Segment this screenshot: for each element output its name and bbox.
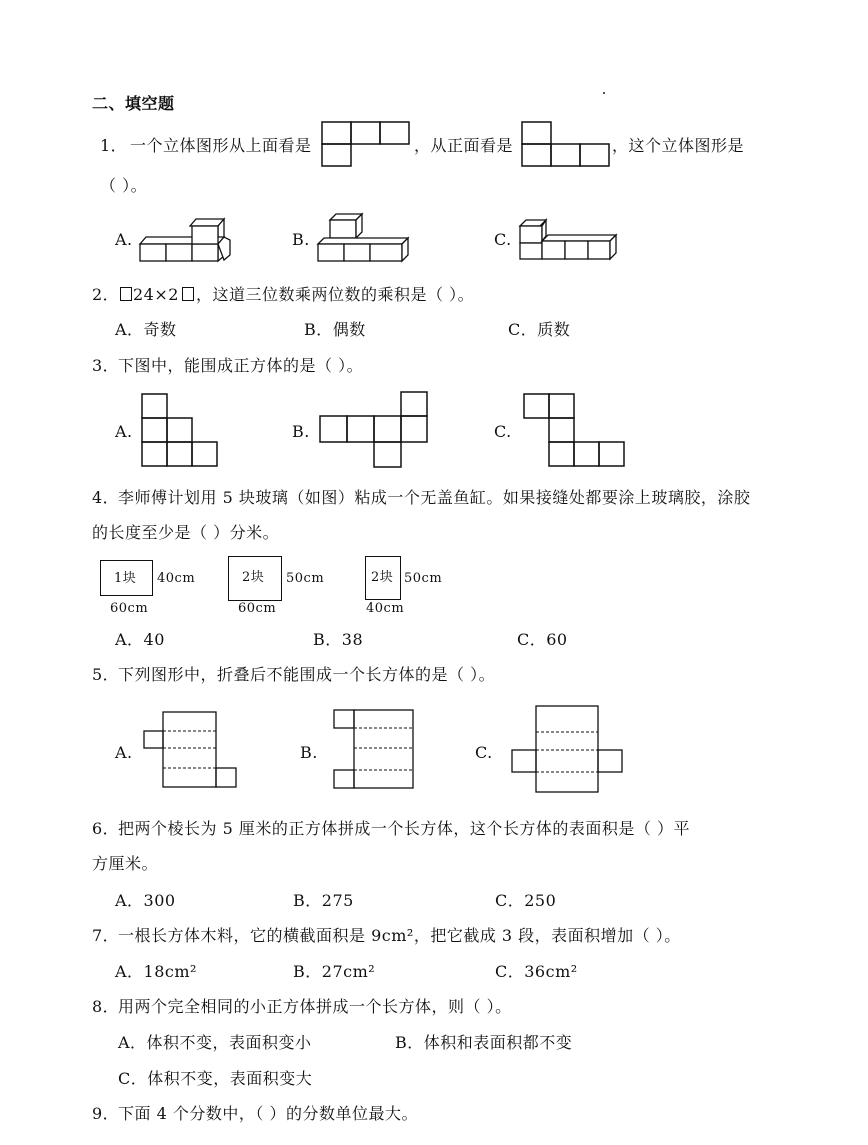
q1-option-a-label: A. bbox=[115, 230, 133, 249]
q6-stem-line1: 把两个棱长为 5 厘米的正方体拼成一个长方体，这个长方体的表面积是（ ）平 bbox=[118, 819, 690, 838]
q6-number: 6． bbox=[92, 819, 120, 838]
q3-option-b-net bbox=[318, 390, 430, 470]
q1-top-view-figure bbox=[320, 120, 412, 168]
speck-dot bbox=[603, 92, 605, 94]
q6-option-c: C．250 bbox=[495, 891, 557, 910]
q1-stem-part3: ，这个立体图形是 bbox=[612, 136, 745, 155]
q1-number: 1． bbox=[100, 136, 128, 155]
q4-panel-2 bbox=[228, 556, 282, 601]
q6-option-a: A．300 bbox=[115, 891, 176, 910]
q3-option-c-label: C. bbox=[494, 422, 512, 441]
q1-option-c-label: C. bbox=[494, 230, 512, 249]
q2-number: 2． bbox=[92, 285, 120, 304]
q1-answer-blank: （ ）。 bbox=[100, 176, 148, 195]
q6-stem-line2: 方厘米。 bbox=[92, 854, 159, 873]
q5-option-c-label: C. bbox=[475, 743, 493, 762]
section-title: 二、填空题 bbox=[92, 94, 175, 113]
q5-option-c-net bbox=[510, 704, 626, 796]
q8-stem: 用两个完全相同的小正方体拼成一个长方体，则（ ）。 bbox=[118, 997, 512, 1016]
q7-option-b: B．27cm² bbox=[293, 962, 376, 981]
q3-option-a-label: A. bbox=[115, 422, 133, 441]
q1-option-a-cubes bbox=[138, 214, 234, 264]
q4-number: 4． bbox=[92, 488, 120, 507]
q4-panel-3-side: 50cm bbox=[404, 571, 443, 586]
q1-option-b-label: B. bbox=[292, 230, 310, 249]
q4-option-c: C．60 bbox=[517, 630, 568, 649]
q7-option-a: A．18cm² bbox=[115, 962, 197, 981]
q4-panel-1 bbox=[100, 560, 153, 596]
q4-panel-1-side: 40cm bbox=[157, 571, 196, 586]
q3-number: 3． bbox=[92, 356, 120, 375]
q4-panel-3-label: 2块 bbox=[371, 570, 394, 585]
q5-option-a-label: A. bbox=[115, 743, 133, 762]
q3-option-a-net bbox=[140, 392, 220, 470]
q9-stem: 下面 4 个分数中，（ ）的分数单位最大。 bbox=[118, 1104, 418, 1123]
q4-panel-3-bottom: 40cm bbox=[366, 601, 405, 616]
q1-stem-part1: 一个立体图形从上面看是 bbox=[130, 136, 312, 155]
q8-number: 8． bbox=[92, 997, 120, 1016]
q1-stem-part2: ，从正面看是 bbox=[414, 136, 514, 155]
q5-option-b-net bbox=[332, 708, 418, 792]
q4-panel-1-bottom: 60cm bbox=[110, 601, 149, 616]
q5-number: 5． bbox=[92, 665, 120, 684]
q1-option-b-cubes bbox=[316, 212, 412, 264]
q5-stem: 下列图形中，折叠后不能围成一个长方体的是（ ）。 bbox=[118, 665, 496, 684]
q4-option-b: B．38 bbox=[313, 630, 364, 649]
q3-option-b-label: B. bbox=[292, 422, 310, 441]
q2-stem-b: ，这道三位数乘两位数的乘积是（ ）。 bbox=[196, 285, 475, 304]
q4-stem-line1: 李师傅计划用 5 块玻璃（如图）粘成一个无盖鱼缸。如果接缝处都要涂上玻璃胶，涂胶 bbox=[118, 488, 751, 507]
q1-front-view-figure bbox=[520, 120, 612, 168]
q1-option-c-cubes bbox=[518, 218, 620, 264]
q2-blank-square-1 bbox=[120, 287, 132, 301]
q2-option-b: B．偶数 bbox=[304, 320, 366, 339]
q7-number: 7． bbox=[92, 926, 120, 945]
q2-option-a: A．奇数 bbox=[115, 320, 177, 339]
q8-option-a: A．体积不变，表面积变小 bbox=[118, 1033, 312, 1052]
q4-panel-2-side: 50cm bbox=[286, 571, 325, 586]
q4-panel-2-bottom: 60cm bbox=[238, 601, 277, 616]
q4-panel-3 bbox=[365, 556, 401, 600]
q7-stem: 一根长方体木料，它的横截面积是 9cm²，把它截成 3 段，表面积增加（ ）。 bbox=[118, 926, 681, 945]
q2-stem-a: 24×2 bbox=[133, 285, 179, 304]
q3-stem: 下图中，能围成正方体的是（ ）。 bbox=[118, 356, 364, 375]
q9-number: 9． bbox=[92, 1104, 120, 1123]
q4-panel-1-label: 1块 bbox=[114, 571, 137, 586]
q7-option-c: C．36cm² bbox=[495, 962, 578, 981]
q4-option-a: A．40 bbox=[115, 630, 165, 649]
q3-option-c-net bbox=[522, 392, 628, 470]
q5-option-b-label: B. bbox=[300, 743, 318, 762]
q5-option-a-net bbox=[142, 710, 240, 790]
q2-option-c: C．质数 bbox=[508, 320, 571, 339]
q8-option-c: C．体积不变，表面积变大 bbox=[118, 1069, 313, 1088]
q4-stem-line2: 的长度至少是（ ）分米。 bbox=[92, 523, 280, 542]
q8-option-b: B．体积和表面积都不变 bbox=[395, 1033, 573, 1052]
q2-blank-square-2 bbox=[182, 287, 194, 301]
q4-panel-2-label: 2块 bbox=[242, 570, 265, 585]
q6-option-b: B．275 bbox=[293, 891, 354, 910]
